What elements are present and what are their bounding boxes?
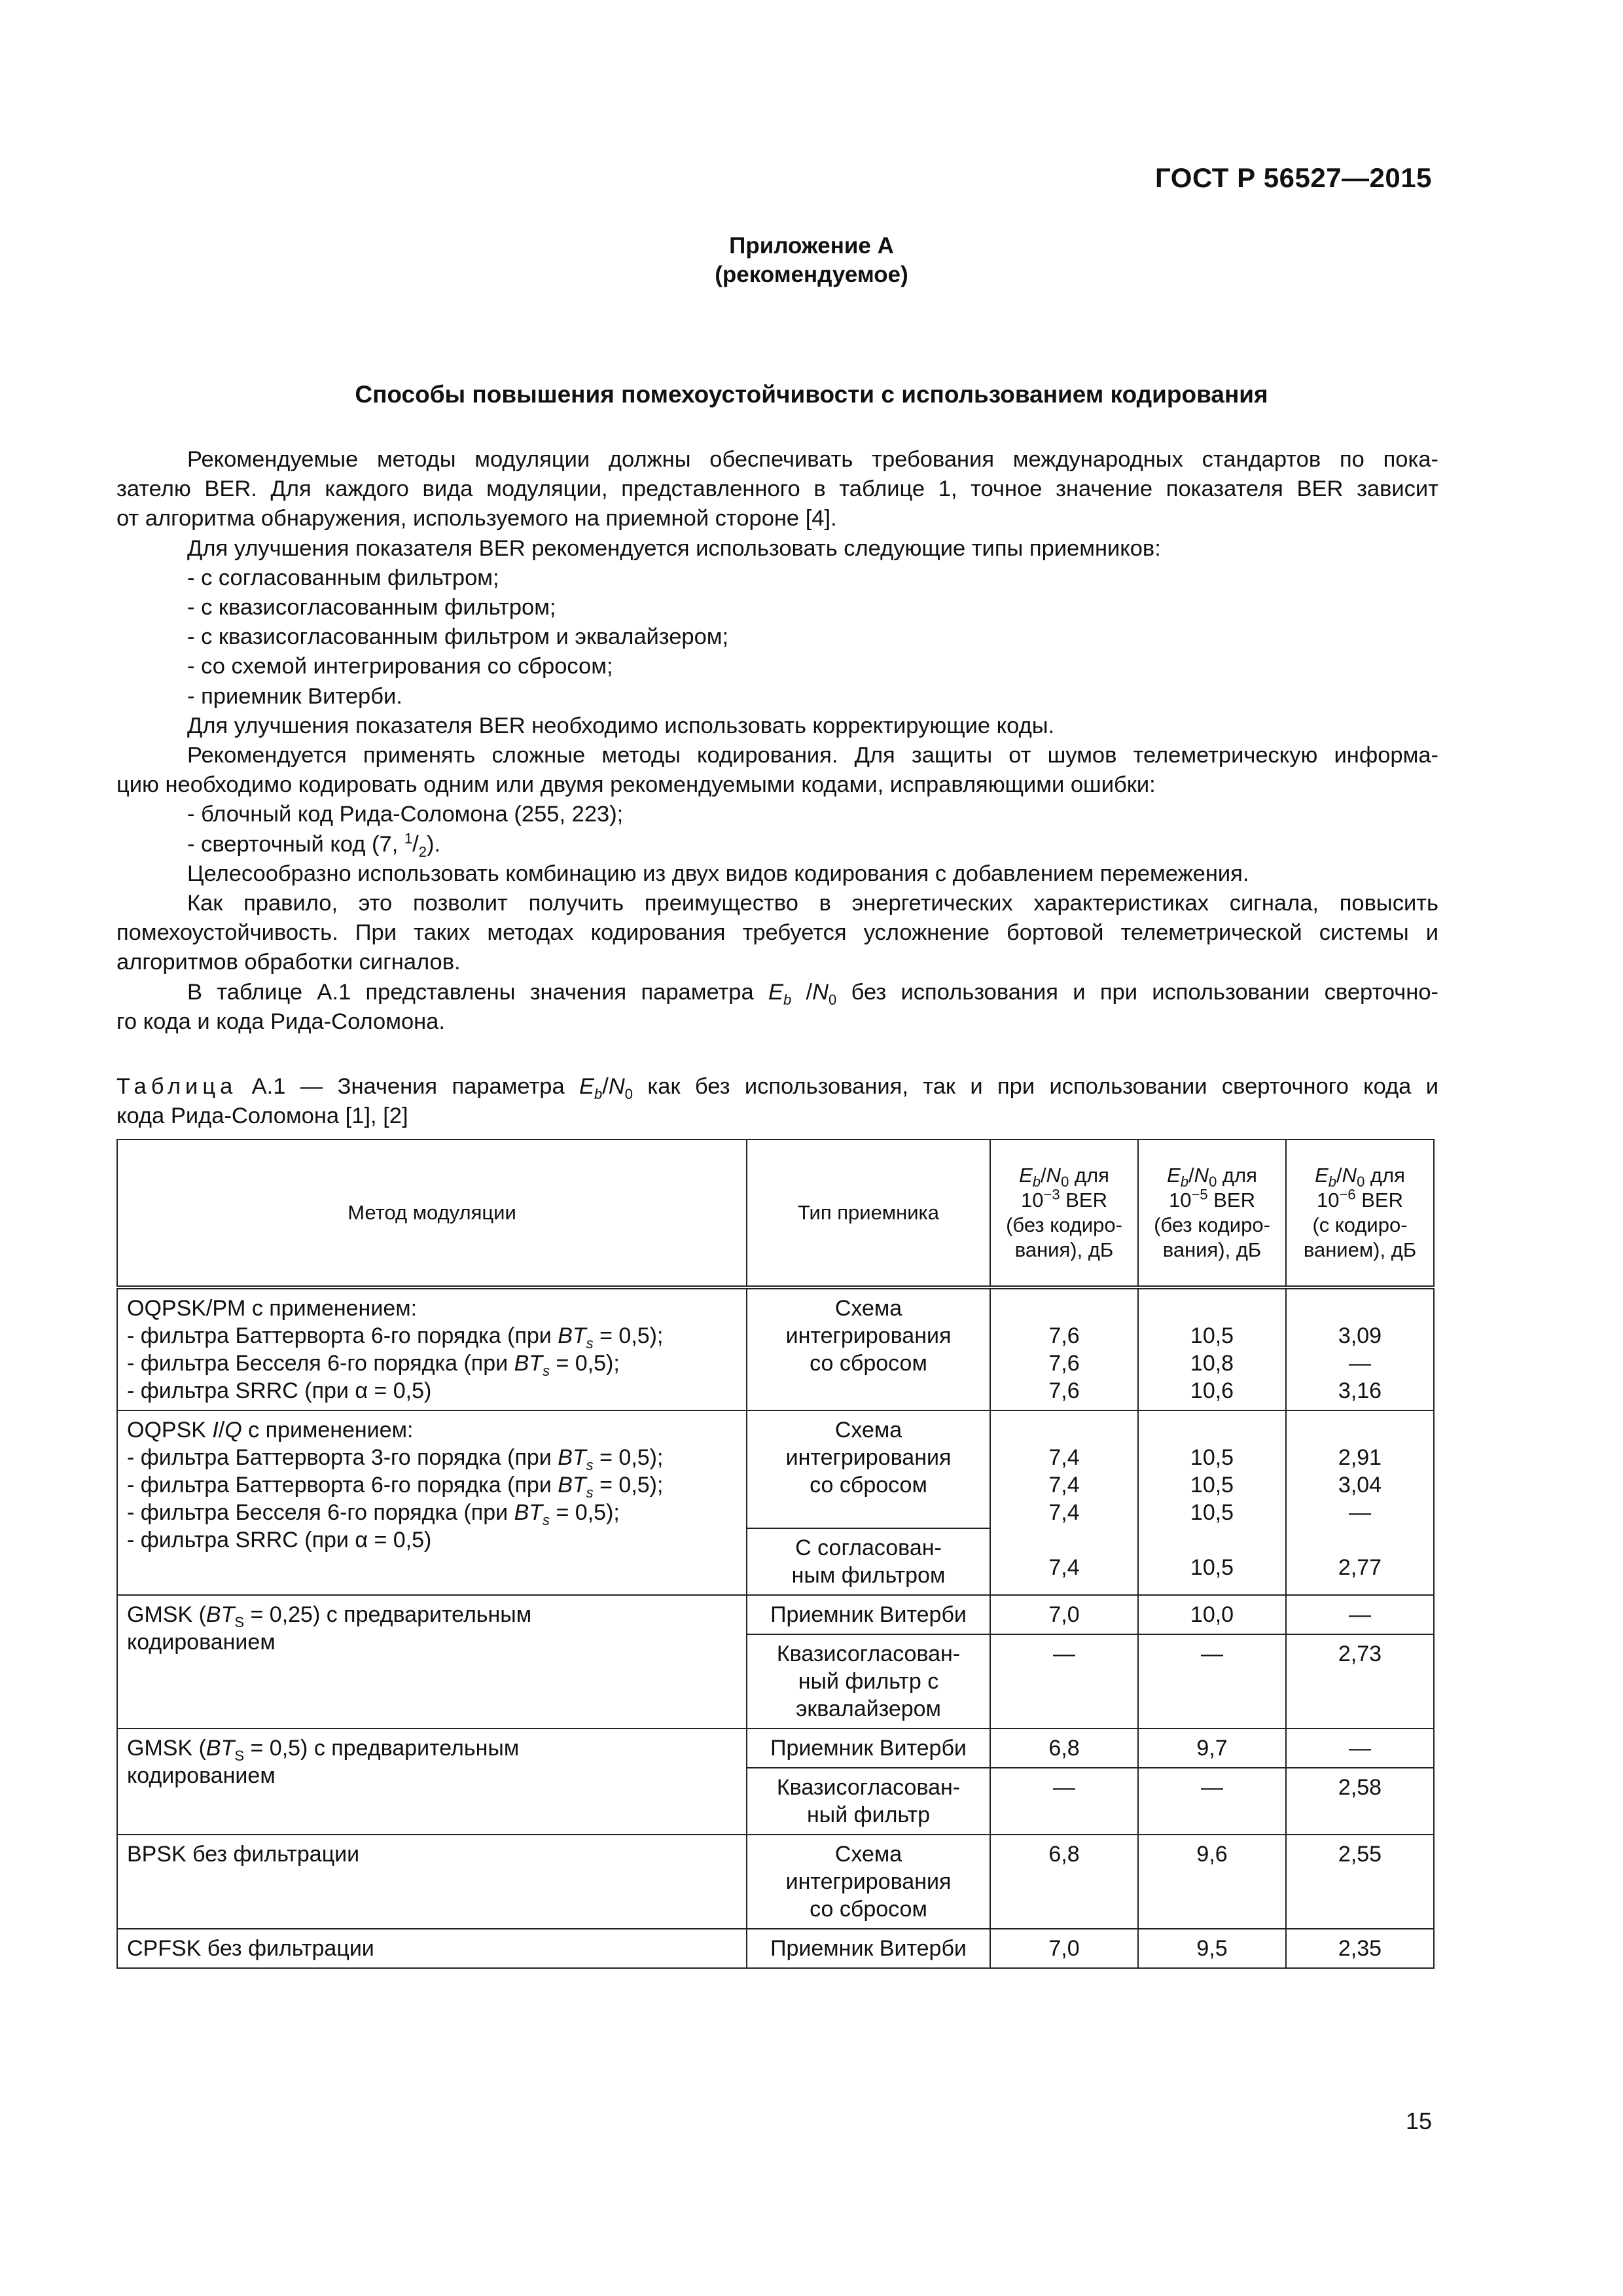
value-cell: 10,0 (1138, 1595, 1286, 1634)
value-cell: 2,73 (1286, 1634, 1434, 1729)
value-cell: 2,58 (1286, 1768, 1434, 1835)
list-item: - с квазисогласованным фильтром и эквалайзером; (187, 624, 729, 650)
paragraph: Рекомендуемые методы модуляции должны обеспечивать требования международных стандартов по пока- (187, 447, 1438, 472)
table-row (117, 1929, 1434, 1968)
paragraph-line: цию необходимо кодировать одним или двумя рекомендуемыми кодами, исправляющими ошибки: (116, 772, 1156, 798)
table-row (117, 1410, 1434, 1528)
paragraph-line: от алгоритма обнаружения, используемого на приемной стороне [4]. (116, 506, 837, 531)
receiver-cell: Приемник Витерби (747, 1595, 990, 1634)
value-cell: — (1138, 1634, 1286, 1729)
value-cell: — (1286, 1595, 1434, 1634)
list-item: - блочный код Рида-Соломона (255, 223); (187, 802, 624, 827)
paragraph-line: алгоритмов обработки сигналов. (116, 950, 461, 975)
value-cell: 6,8 (990, 1729, 1138, 1768)
list-item: - приемник Витерби. (187, 683, 402, 709)
appendix-title: Приложение А (729, 233, 894, 259)
list-item: - с согласованным фильтром; (187, 565, 499, 590)
receiver-cell: Схема интегрирования со сбросом (747, 1287, 990, 1410)
value-cell: 9,7 (1138, 1729, 1286, 1768)
header-method: Метод модуляции (117, 1139, 747, 1287)
value-cell: 2,35 (1286, 1929, 1434, 1968)
method-cell: CPFSK без фильтрации (117, 1929, 747, 1968)
section-title: Способы повышения помехоустойчивости с использованием кодирования (355, 381, 1268, 408)
table-row (117, 1595, 1434, 1634)
paragraph: В таблице А.1 представлены значения параметра $E_b$ $/N_0$ без использования и при использовании сверточно- (187, 979, 1439, 1008)
method-cell: GMSK $(BT_S = 0,25)$ с предварительным кодированием (117, 1595, 747, 1729)
value-cell: 2,55 (1286, 1835, 1434, 1929)
paragraph: Для улучшения показателя BER рекомендуется использовать следующие типы приемников: (187, 535, 1161, 561)
paragraph-line: зателю BER. Для каждого вида модуляции, представленного в таблице 1, точное значение показателя BER зависит (116, 476, 1438, 502)
value-cell: 10,5 10,5 10,5 10,5 (1138, 1410, 1286, 1595)
data-table (116, 1139, 1435, 1969)
paragraph-line: помехоустойчивость. При таких методах кодирования требуется усложнение бортовой телеметрической системы и (116, 920, 1438, 946)
list-item: - сверточный код (7, $^1/_2$). (187, 830, 441, 860)
receiver-cell: Квазисогласован- ный фильтр (747, 1768, 990, 1835)
value-cell: — (1286, 1729, 1434, 1768)
value-cell: 2,91 3,04 — 2,77 (1286, 1410, 1434, 1595)
paragraph-line: го кода и кода Рида-Соломона. (116, 1009, 445, 1034)
method-cell: GMSK $(BT_S = 0,5)$ с предварительным кодированием (117, 1729, 747, 1835)
value-cell: 6,8 (990, 1835, 1138, 1929)
value-cell: 10,5 10,8 10,6 (1138, 1287, 1286, 1410)
value-cell: 7,0 (990, 1595, 1138, 1634)
body-text (116, 445, 1438, 1037)
paragraph: Как правило, это позволит получить преимущество в энергетических характеристиках сигнала, повысить (187, 891, 1438, 916)
receiver-cell: Схема интегрирования со сбросом (747, 1410, 990, 1528)
list-item: - со схемой интегрирования со сбросом; (187, 654, 613, 679)
receiver-cell: Приемник Витерби (747, 1729, 990, 1768)
value-cell: 3,09 — 3,16 (1286, 1287, 1434, 1410)
page-number: 15 (1405, 2108, 1432, 2134)
value-cell: 9,6 (1138, 1835, 1286, 1929)
paragraph: Целесообразно использовать комбинацию из двух видов кодирования с добавлением перемежения. (187, 861, 1249, 886)
method-cell: OQPSK/PM с применением: - фильтра Баттерворта 6-го порядка (при $BT_s = 0,5$); - фильтра Бесселя 6-го порядка (при $BT_s = 0,5$); - фильтра SRRC (при α = 0,5) (117, 1287, 747, 1410)
value-cell: 7,6 7,6 7,6 (990, 1287, 1138, 1410)
table-row (117, 1287, 1434, 1410)
paragraph: Для улучшения показателя BER необходимо использовать корректирующие коды. (187, 713, 1055, 738)
document-id: ГОСТ Р 56527—2015 (1155, 162, 1432, 193)
header-col5: $E_b/N_0$ для $10^{-6}$ BER (с кодиро- ванием), дБ (1286, 1139, 1434, 1287)
receiver-cell: Схема интегрирования со сбросом (747, 1835, 990, 1929)
method-cell: OQPSK I/Q с применением: - фильтра Баттерворта 3-го порядка (при $BT_s = 0,5$); - фильтра Баттерворта 6-го порядка (при $BT_s = 0,5$); - фильтра Бесселя 6-го порядка (при $BT_s = 0,5$); - фильтра SRRC (при α = 0,5) (117, 1410, 747, 1595)
receiver-cell: Приемник Витерби (747, 1929, 990, 1968)
method-cell: BPSK без фильтрации (117, 1835, 747, 1929)
table-row (117, 1835, 1434, 1929)
appendix-subtitle: (рекомендуемое) (715, 262, 908, 287)
header-col3: $E_b/N_0$ для $10^{-3}$ BER (без кодиро- вания), дБ (990, 1139, 1138, 1287)
header-col4: $E_b/N_0$ для $10^{-5}$ BER (без кодиро- вания), дБ (1138, 1139, 1286, 1287)
table-caption: Таблица А.1 — Значения параметра $E_b/N_0$ как без использования, так и при использовании сверточного кода и кода Рида-Соломона [1], [2] (116, 1074, 1438, 1129)
list-item: - с квазисогласованным фильтром; (187, 595, 556, 620)
receiver-cell: С согласован- ным фильтром (747, 1528, 990, 1595)
table-row (117, 1729, 1434, 1768)
value-cell: — (1138, 1768, 1286, 1835)
table-header-row (117, 1139, 1434, 1287)
receiver-cell: Квазисогласован- ный фильтр с эквалайзером (747, 1634, 990, 1729)
value-cell: — (990, 1768, 1138, 1835)
value-cell: — (990, 1634, 1138, 1729)
value-cell: 7,0 (990, 1929, 1138, 1968)
paragraph: Рекомендуется применять сложные методы кодирования. Для защиты от шумов телеметрическую информа- (187, 743, 1438, 768)
value-cell: 9,5 (1138, 1929, 1286, 1968)
value-cell: 7,4 7,4 7,4 7,4 (990, 1410, 1138, 1595)
header-receiver: Тип приемника (747, 1139, 990, 1287)
